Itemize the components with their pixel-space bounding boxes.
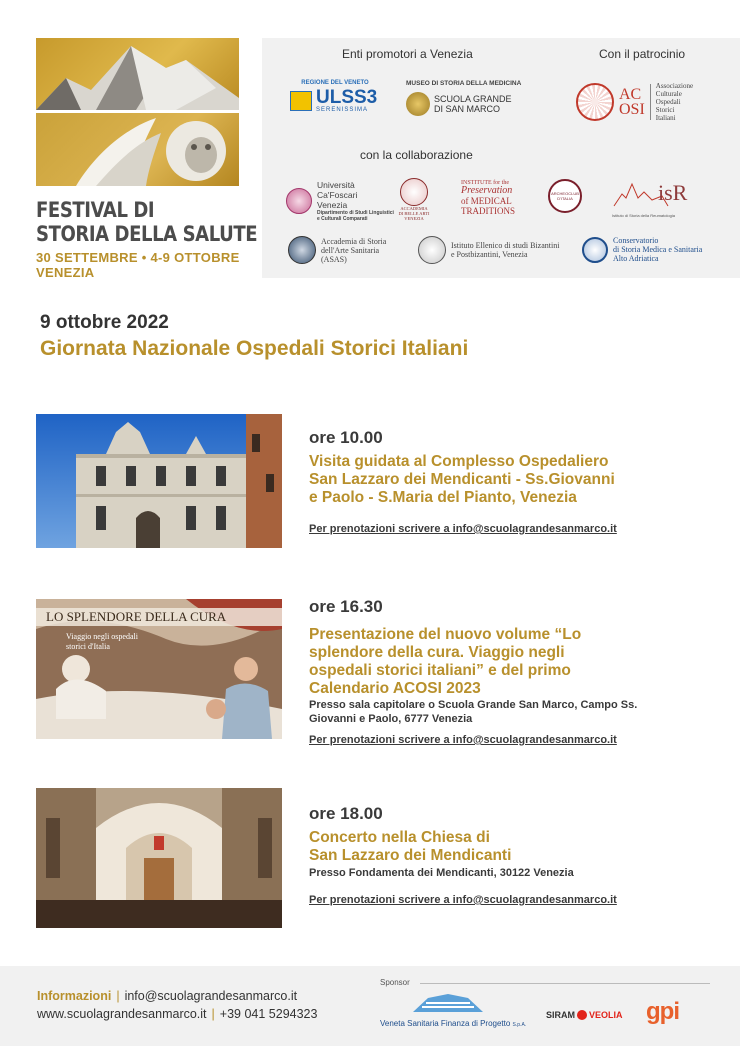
sponsor-divider xyxy=(420,983,710,984)
asas-text: Accademia di Storia dell'Arte Sanitaria (ASAS) xyxy=(321,236,387,264)
festival-title-line1: FESTIVAL DI xyxy=(36,198,155,222)
medical-traditions-logo xyxy=(461,180,515,216)
festival-date-range: 30 SETTEMBRE • 4-9 OTTOBRE xyxy=(36,250,240,265)
isr-sub: Istituto di Storia della Reumatologia xyxy=(612,213,675,218)
ellenico-seal-icon xyxy=(418,236,446,264)
footer-contact-line xyxy=(37,1007,317,1021)
scuola-seal-icon xyxy=(406,92,430,116)
separator: | xyxy=(116,989,120,1003)
event-2-title: Presentazione del nuovo volume “Lo splendore della cura. Viaggio negli ospedali storici italiani” e del primo Calendario ACOSI 2023 xyxy=(309,626,582,697)
event-3-time: ore 18.00 xyxy=(309,804,383,823)
acosi-divider xyxy=(650,84,651,120)
footer-email[interactable]: info@scuolagrandesanmarco.it xyxy=(124,989,298,1003)
event-3-title: Concerto nella Chiesa di San Lazzaro dei Mendicanti xyxy=(309,829,512,864)
regione-shield-icon xyxy=(290,91,312,111)
ellenico-text: Istituto Ellenico di studi Bizantini e Postbizantini, Venezia xyxy=(451,241,560,259)
separator: | xyxy=(211,1007,215,1021)
footer xyxy=(0,966,740,1046)
sponsor-label: Sponsor xyxy=(380,978,410,987)
accademia-seal-icon xyxy=(400,178,428,206)
foscari-logo xyxy=(286,180,394,222)
festival-title xyxy=(36,198,258,246)
institute-line2: Preservation xyxy=(461,185,513,196)
veolia-text: VEOLIA xyxy=(589,1010,623,1020)
institute-line4: TRADITIONS xyxy=(461,206,515,216)
footer-phone[interactable]: +39 041 5294323 xyxy=(219,1007,318,1021)
archeoclub-emblem-icon xyxy=(548,179,582,213)
event-2-location: Presso sala capitolare o Scuola Grande San Marco, Campo Ss. Giovanni e Paolo, 6777 Venezia xyxy=(309,699,638,725)
footer-info-line xyxy=(37,989,297,1003)
ulss-name: ULSS3 xyxy=(316,87,378,108)
event-1-title: Visita guidata al Complesso Ospedaliero San Lazzaro dei Mendicanti - Ss.Giovanni e Paolo - S.Maria del Pianto, Venezia xyxy=(309,453,615,506)
institute-line1: INSTITUTE for the xyxy=(461,180,509,186)
scuola-grande-logo xyxy=(406,80,536,116)
event-2-time: ore 16.30 xyxy=(309,597,383,616)
conservatorio-seal-icon xyxy=(582,237,608,263)
archeoclub-logo xyxy=(548,179,582,213)
scuola-name: SCUOLA GRANDE DI SAN MARCO xyxy=(434,94,512,114)
book-subtitle: Viaggio negli ospedali storici d'Italia xyxy=(66,632,138,651)
festival-title-line2: STORIA DELLA SALUTE xyxy=(36,222,258,246)
foscari-dept: Dipartimento di Studi Linguistici e Culturali Comparati xyxy=(317,210,394,222)
promoters-heading: Enti promotori a Venezia xyxy=(342,47,473,61)
archeoclub-text: ARCHEOCLUB D'ITALIA xyxy=(551,191,579,201)
asas-seal-icon xyxy=(288,236,316,264)
foscari-name: Università Ca'Foscari Venezia xyxy=(317,180,358,210)
isr-mark: isR xyxy=(658,180,688,205)
ellenico-logo xyxy=(418,236,559,264)
accademia-belle-arti-text: ACCADEMIA DI BELLE ARTI VENEZIA xyxy=(398,206,430,221)
siram-text: SIRAM xyxy=(546,1010,575,1020)
institute-line3: of MEDICAL xyxy=(461,196,512,206)
accademia-belle-arti-logo xyxy=(394,178,434,221)
acosi-mark: AC OSI xyxy=(619,86,645,118)
acosi-text: Associazione Culturale Ospedali Storici Italiani xyxy=(655,82,694,122)
festival-dates xyxy=(36,250,256,280)
event-1-booking-link[interactable]: Per prenotazioni scrivere a info@scuolagrandesanmarco.it xyxy=(309,523,617,535)
event-1-image xyxy=(36,414,282,548)
book-title: LO SPLENDORE DELLA CURA xyxy=(46,609,227,624)
regione-veneto-text: REGIONE DEL VENETO xyxy=(301,80,369,86)
acosi-emblem-icon xyxy=(576,83,614,121)
patronage-heading: Con il patrocinio xyxy=(599,47,686,61)
veneta-sanitaria-logo xyxy=(380,992,530,1028)
winged-lion-artwork xyxy=(36,113,239,186)
info-label: Informazioni xyxy=(37,989,112,1003)
event-2-booking-link[interactable]: Per prenotazioni scrivere a info@scuolagrandesanmarco.it xyxy=(309,734,617,746)
mountain-artwork xyxy=(36,38,239,110)
event-1-time: ore 10.00 xyxy=(309,428,383,447)
ulss3-logo xyxy=(290,80,400,120)
veneta-building-icon xyxy=(408,992,488,1014)
event-3-image xyxy=(36,788,282,928)
veolia-drop-icon xyxy=(577,1010,587,1020)
gpi-logo: gpi xyxy=(646,998,679,1025)
isr-logo xyxy=(612,178,712,218)
museo-text: MUSEO DI STORIA DELLA MEDICINA xyxy=(406,80,522,87)
siram-veolia-logo xyxy=(546,1010,623,1020)
partners-panel xyxy=(262,38,740,278)
acosi-logo xyxy=(576,82,693,122)
event-3-booking-link[interactable]: Per prenotazioni scrivere a info@scuolagrandesanmarco.it xyxy=(309,894,617,906)
conservatorio-text: Conservatorio di Storia Medica e Sanitaria Alto Adriatica xyxy=(613,236,703,263)
asas-logo xyxy=(288,236,386,264)
foscari-seal-icon xyxy=(286,188,312,214)
collaboration-heading: con la collaborazione xyxy=(360,148,473,162)
ulss-sub: SERENISSIMA xyxy=(316,107,369,113)
day-title: Giornata Nazionale Ospedali Storici Italiani xyxy=(40,337,469,360)
event-date: 9 ottobre 2022 xyxy=(40,312,169,333)
festival-city: VENEZIA xyxy=(36,265,95,280)
veneta-name xyxy=(380,1019,530,1028)
veneta-suffix: S.p.A. xyxy=(512,1022,527,1028)
conservatorio-logo xyxy=(582,236,702,263)
event-2-image xyxy=(36,599,282,739)
veneta-name-text: Veneta Sanitaria Finanza di Progetto xyxy=(380,1019,511,1028)
footer-website[interactable]: www.scuolagrandesanmarco.it xyxy=(37,1007,207,1021)
festival-artwork xyxy=(36,38,239,186)
event-3-location: Presso Fondamenta dei Mendicanti, 30122 Venezia xyxy=(309,867,574,879)
